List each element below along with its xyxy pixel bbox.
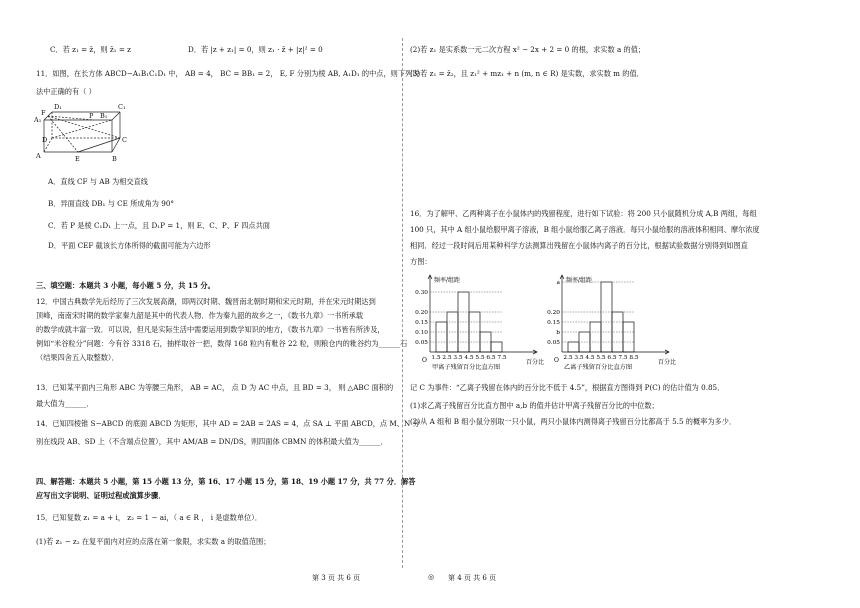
q13-line1: 13．已知某平面内三角形 ABC 为等腰三角形， AB = AC， 点 D 为 AC 中点，且 BD = 3， 则 △ABC 面积的 [36,383,394,392]
q16-part1: (1)求乙离子残留百分比直方图中 a,b 的值并估计甲离子残留百分比的中位数； [410,401,659,410]
page-number-3: 第 3 页 共 6 页 [312,574,361,582]
q16-line2: 100 只，其中 A 组小鼠给服甲离子溶液，B 组小鼠给服乙离子溶液．每只小鼠给服的溶液体积相同、摩尔浓度 [410,225,760,234]
q14-line2: 别在线段 AB、SD 上（不含端点位置），其中 AM/AB = DN/DS，则四面体 CBMN 的体积最大值为______． [36,437,388,446]
x-tick-label: 2.5 [442,355,452,361]
q11-option-d: D．平面 CEF 截该长方体所得的截面可能为六边形 [48,241,211,250]
label-F: F [41,109,46,117]
x-tick-label: 8.5 [629,355,639,361]
q16-line4: 方图： [410,257,432,266]
y-tick-label: 0.15 [547,320,560,326]
q11-stem-line2: 法中正确的有（ ） [36,87,96,96]
histogram-yi [540,272,690,378]
page-divider [402,38,404,568]
y-tick-label: b [556,330,560,336]
q16-event-c: 记 C 为事件：“乙离子残留在体内的百分比不低于 4.5”，根据直方图得到 P(C) 的估计值为 0.85． [410,383,725,392]
y-axis-label: 频率/组距 [434,277,461,284]
y-tick-label: 0.05 [415,340,428,346]
q11-option-c: C．若 P 是棱 C₁D₁ 上一点，且 D₁P = 1，则 E、C、P、F 四点共面 [48,221,270,230]
q16-part2: (2)从 A 组和 B 组小鼠分别取一只小鼠，两只小鼠体内测得离子残留百分比都高于 5.5 的概率为多少． [410,417,737,426]
label-C: C [122,136,127,144]
label-A1: A₁ [34,116,42,124]
q15-part3: (3)若 z₁ = z̄₂，且 z₁² + mz₁ + n (m, n ∈ R) 是实数，求实数 m 的值． [410,69,644,78]
label-B: B [112,155,117,163]
label-B1: B₁ [100,112,108,120]
q12-line4: 例如“米谷粒分”问题：今有谷 3318 石，抽样取谷一把，数得 168 粒内有粃谷 22 粒，则粮仓内的粃谷约为______石 [36,339,408,348]
x-tick-label: 6.5 [486,355,496,361]
section4-title-line2: 应写出文字说明、证明过程或演算步骤． [36,491,166,500]
q12-line3: 的数学成就丰富一致．可以说，但凡是实际生活中需要运用到数学知识的地方，《数书九章》一书皆有所涉及， [36,325,385,334]
x-tick-label: 4.5 [464,355,474,361]
label-C1: C₁ [118,103,126,111]
y-tick-label: 0.15 [415,320,428,326]
q13-line2: 最大值为______． [36,399,94,408]
histogram-bar [436,322,447,352]
q10-option-c: C．若 z₁ = z̄，则 z̄₁ = z [50,45,131,54]
x-tick-label: 7.5 [497,355,507,361]
histogram-bar [491,342,502,352]
q12-line5: （结果四舍五入取整数）． [36,353,119,362]
y-tick-label: 0.10 [415,330,428,336]
section4-title-line1: 四、解答题：本题共 5 小题，第 15 小题 13 分，第 16、17 小题 15 分，第 18、19 小题 17 分，共 77 分．解答 [36,477,416,486]
histogram-jia [408,272,558,378]
x-tick-label: 1.5 [431,355,441,361]
y-tick-label: a [556,280,560,286]
x-tick-label: 3.5 [453,355,463,361]
x-axis-label: 百分比 [658,359,677,366]
x-tick-label: 6.5 [607,355,617,361]
x-tick-label: 4.5 [585,355,595,361]
x-tick-label: 2.5 [563,355,573,361]
label-A: A [36,152,41,160]
origin-label: O [422,357,427,364]
y-tick-label: 0.30 [415,290,428,296]
origin-label: O [554,357,559,364]
q15-part2: (2)若 z₁ 是实系数一元二次方程 x² − 2x + 2 = 0 的根，求实数 a 的值； [410,45,646,54]
y-tick-label: 0.20 [547,310,560,316]
x-tick-label: 7.5 [618,355,628,361]
label-D: D [42,136,48,144]
x-tick-label: 3.5 [574,355,584,361]
q16-line1: 16．为了解甲、乙两种离子在小鼠体内的残留程度，进行如下试验：将 200 只小鼠随机分成 A,B 两组，每组 [410,209,757,218]
x-tick-label: 5.5 [596,355,606,361]
q12-line2: 顶峰，南南宋时期的数学家秦九韶是其中的代表人物．作为秦九韶的故乡之一，《数书九章》一书所承载 [36,311,364,320]
q11-option-a: A．直线 CF 与 AB 为相交直线 [48,177,148,186]
label-D1: D₁ [54,103,62,111]
q14-line1: 14．已知四棱锥 S−ABCD 的底面 ABCD 为矩形，其中 AD = 2AB = 2AS = 4，点 SA ⊥ 平面 ABCD，点 M、N 分 [36,419,420,428]
histogram-bar [568,342,579,352]
page-number-4: 第 4 页 共 6 页 [448,574,497,582]
cuboid-figure [34,100,134,166]
y-tick-label: 0.05 [547,340,560,346]
x-axis-label: 百分比 [526,359,545,366]
page-4 [410,0,860,608]
center-mark: ◎ [428,573,435,581]
histogram-bar [623,322,634,352]
histogram-bar [601,282,612,352]
q15-part1: (1)若 z₁ − z₂ 在复平面内对应的点落在第一象限，求实数 a 的取值范围； [36,537,271,546]
q10-option-d: D．若 |z + z₁| = 0，则 z₁ · z̄ + |z|² = 0 [188,45,323,54]
x-tick-label: 5.5 [475,355,485,361]
label-E: E [75,155,80,163]
q11-option-b: B．异面直线 DB₁ 与 CE 所成角为 90° [48,199,174,208]
section3-title: 三、填空题：本题共 3 小题，每小题 5 分，共 15 分。 [36,281,215,290]
y-axis-label: 频率/组距 [566,277,593,284]
y-tick-label: 0.20 [415,310,428,316]
q11-stem-line1: 11．如图，在长方体 ABCD−A₁B₁C₁D₁ 中， AB = 4， BC = BB₁ = 2， E, F 分别为棱 AB, A₁D₁ 的中点，则下列说 [36,69,420,78]
q12-line1: 12．中国古典数学先后经历了三次发展高潮，即两汉时期、魏晋南北朝时期和宋元时期，并在宋元时期达到 [36,297,376,306]
q15-stem: 15．已知复数 z₁ = a + i， z₂ = 1 − ai，（ a ∈ R ， i 是虚数单位）． [36,513,262,522]
q16-line3: 相同．经过一段时间后用某种科学方法测算出残留在小鼠体内离子的百分比，根据试验数据分别得到如图直 [410,241,748,250]
histogram-title: 甲离子残留百分比直方图 [432,364,501,371]
label-P: P [89,112,94,120]
histogram-title: 乙离子残留百分比直方图 [564,364,633,371]
histogram-bar [590,322,601,352]
